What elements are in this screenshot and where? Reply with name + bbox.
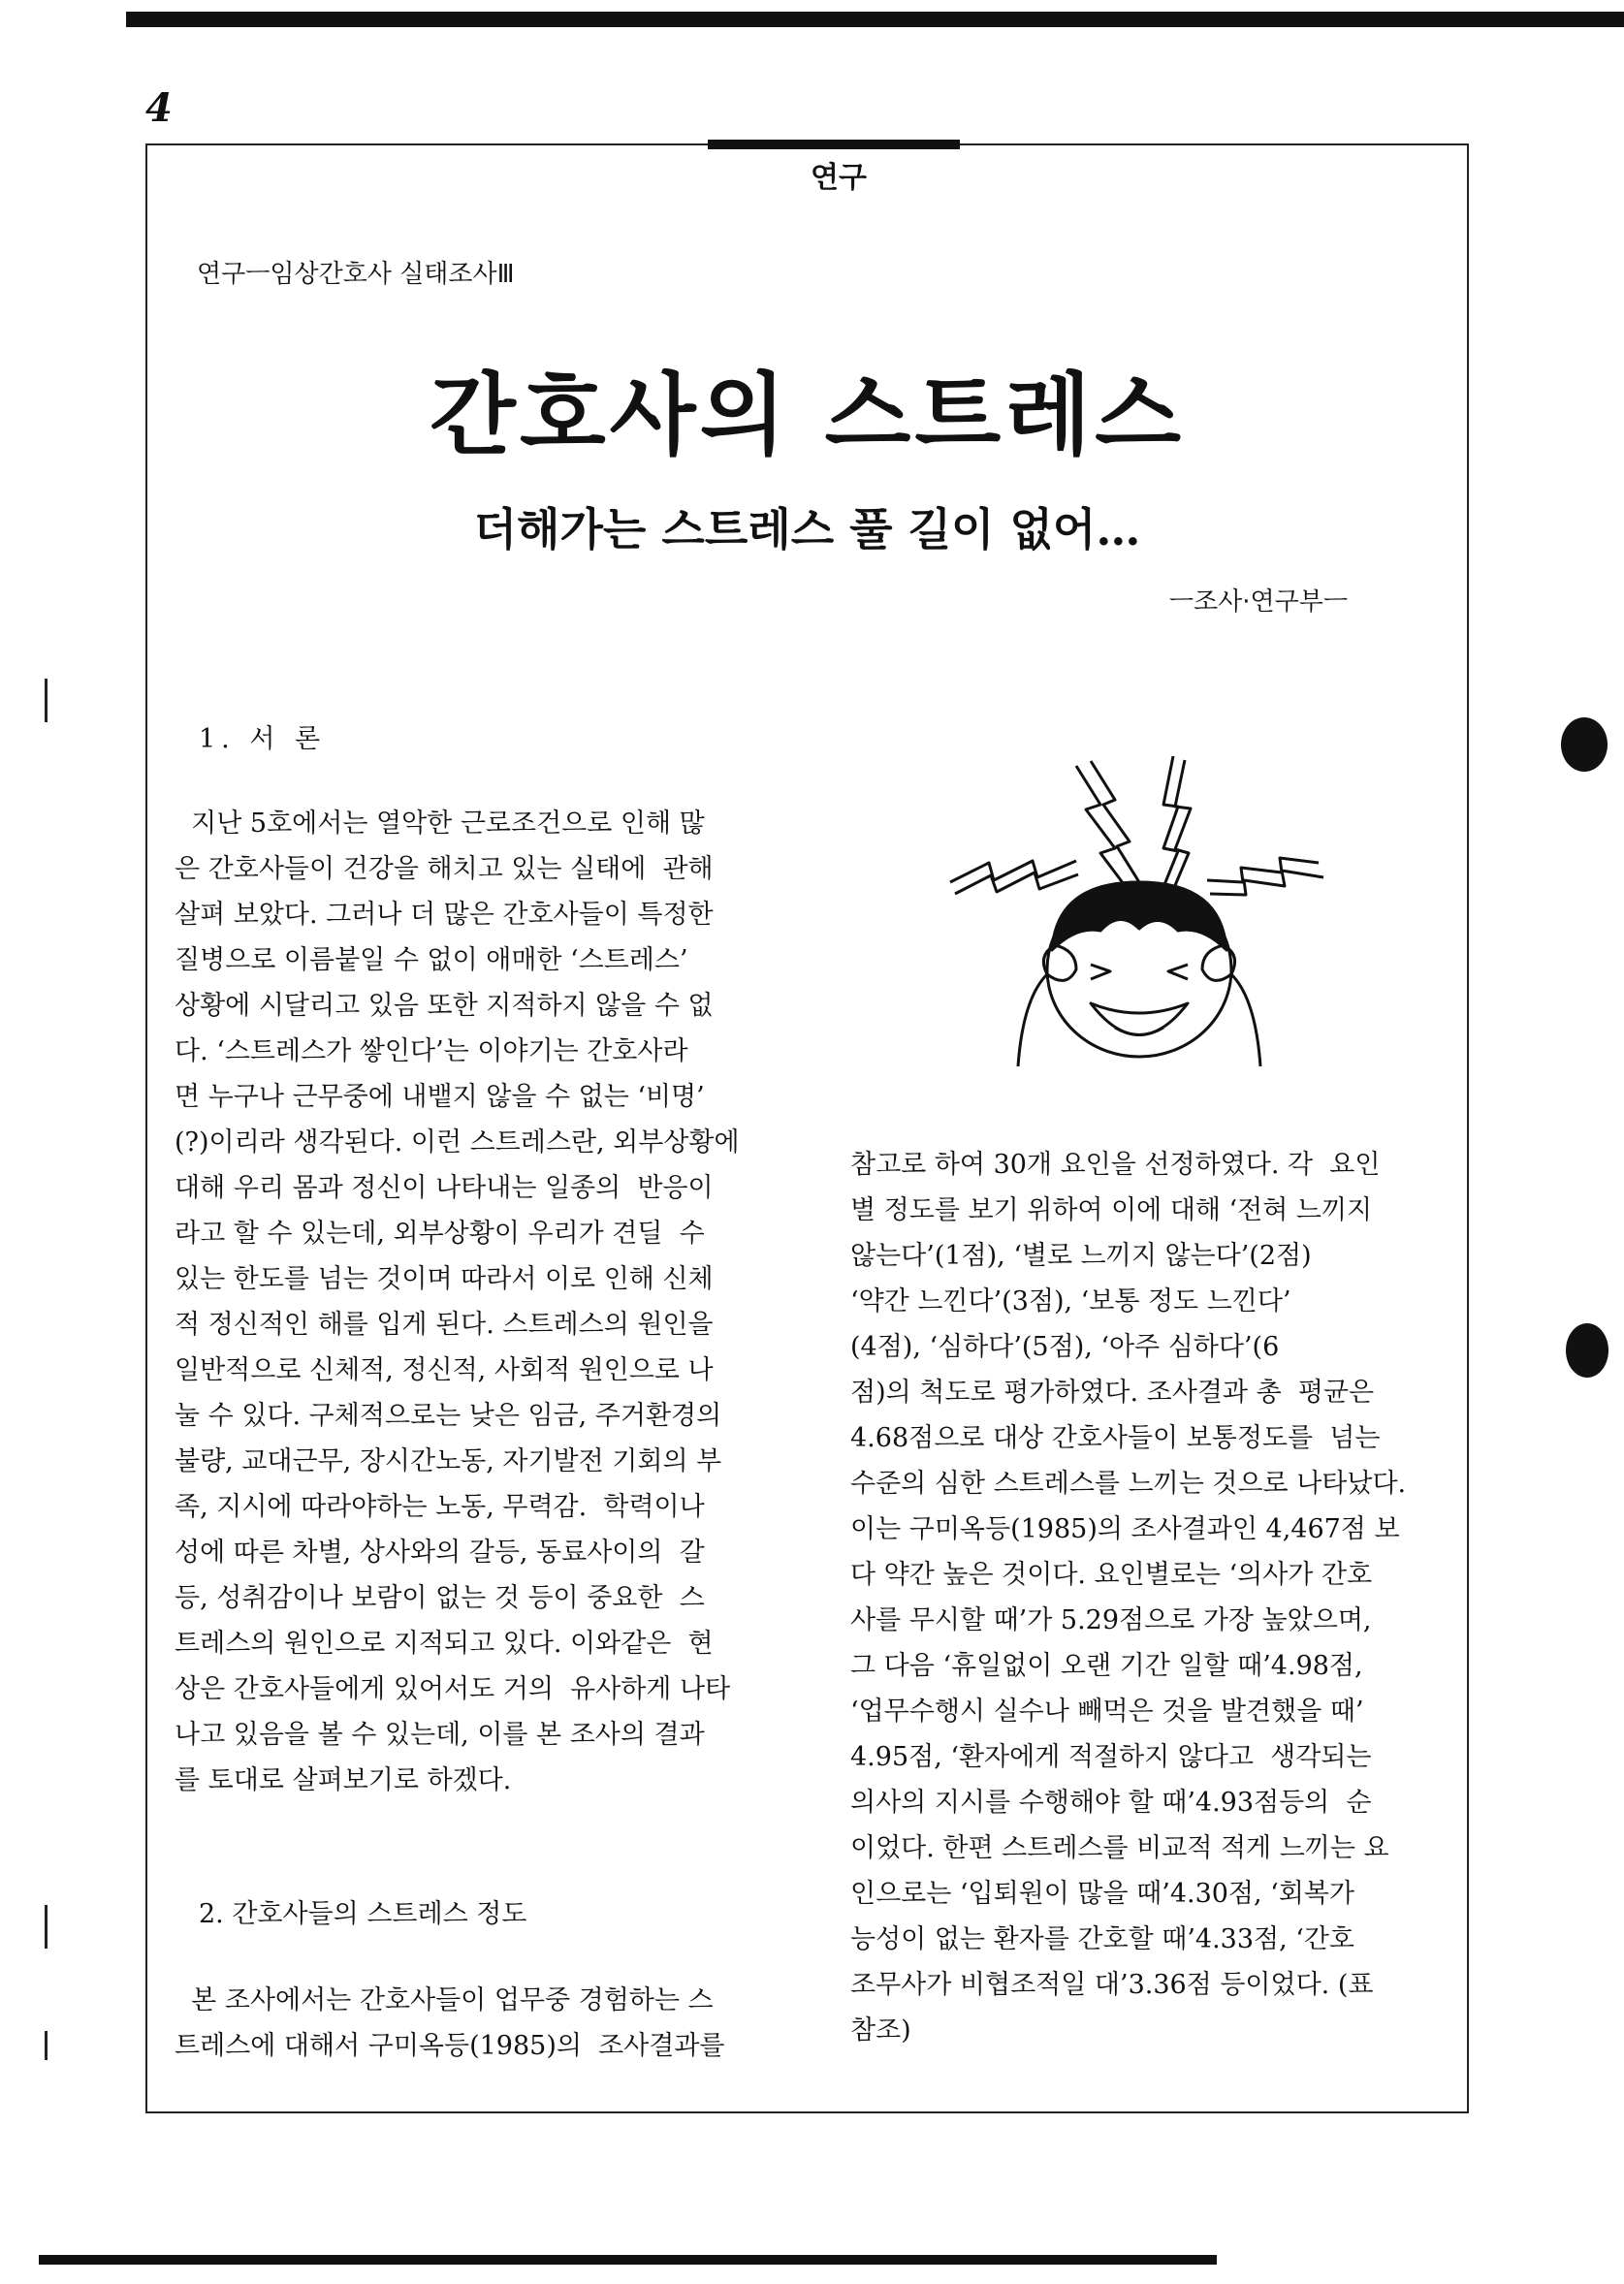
text-line: 인으로는 ‘입퇴원이 많을 때’4.30점, ‘회복가: [850, 1879, 1355, 1909]
page-number: 4: [145, 85, 173, 131]
text-line: 4.95점, ‘환자에게 적절하지 않다고 생각되는: [850, 1742, 1372, 1772]
text-line: 눌 수 있다. 구체적으로는 낮은 임금, 주거환경의: [175, 1401, 722, 1431]
text-line: 성에 따른 차별, 상사와의 갈등, 동료사이의 갈: [175, 1538, 705, 1568]
text-line: 은 간호사들이 건강을 해치고 있는 실태에 관해: [175, 854, 714, 884]
text-line: 불량, 교대근무, 장시간노동, 자기발전 기회의 부: [175, 1446, 722, 1476]
text-line: 참고로 하여 30개 요인을 선정하였다. 각 요인: [850, 1150, 1381, 1180]
scan-bottom-bar: [39, 2255, 1217, 2265]
section-label: 연구: [811, 161, 867, 195]
text-line: 라고 할 수 있는데, 외부상황이 우리가 견딜 수: [175, 1219, 705, 1249]
text-line: 적 정신적인 해를 입게 된다. 스트레스의 원인을: [175, 1310, 714, 1340]
text-line: 트레스의 원인으로 지적되고 있다. 이와같은 현: [175, 1629, 714, 1659]
text-line: 면 누구나 근무중에 내뱉지 않을 수 없는 ‘비명’: [175, 1082, 705, 1112]
text-line: 를 토대로 살펴보기로 하겠다.: [175, 1765, 512, 1795]
text-line: 다 약간 높은 것이다. 요인별로는 ‘의사가 간호: [850, 1560, 1373, 1590]
text-line: 본 조사에서는 간호사들이 업무중 경험하는 스: [175, 1985, 714, 2015]
margin-tick: [45, 679, 48, 722]
text-line: 상황에 시달리고 있음 또한 지적하지 않을 수 없: [175, 991, 714, 1021]
text-line: 상은 간호사들에게 있어서도 거의 유사하게 나타: [175, 1674, 731, 1704]
punch-hole: [1561, 717, 1608, 772]
text-line: 나고 있음을 볼 수 있는데, 이를 본 조사의 결과: [175, 1720, 705, 1750]
text-line: 의사의 지시를 수행해야 할 때’4.93점등의 순: [850, 1788, 1372, 1818]
series-line: 연구ㅡ임상간호사 실태조사Ⅲ: [197, 260, 515, 289]
section-heading-introduction: 1. 서 론: [199, 724, 327, 754]
text-line: 족, 지시에 따라야하는 노동, 무력감. 학력이나: [175, 1492, 705, 1522]
text-line: 이는 구미옥등(1985)의 조사결과인 4,467점 보: [850, 1514, 1400, 1544]
scan-top-bar: [126, 12, 1624, 27]
text-line: 살펴 보았다. 그러나 더 많은 간호사들이 특정한: [175, 900, 714, 930]
body-text-stress-left: [175, 1978, 805, 2069]
text-line: 트레스에 대해서 구미옥등(1985)의 조사결과를: [175, 2031, 725, 2061]
text-line: 질병으로 이름붙일 수 없이 애매한 ‘스트레스’: [175, 945, 688, 975]
stressed-person-illustration: [931, 746, 1338, 1095]
text-line: 않는다’(1점), ‘별로 느끼지 않는다’(2점): [850, 1241, 1312, 1271]
text-line: 그 다음 ‘휴일없이 오랜 기간 일할 때’4.98점,: [850, 1651, 1363, 1681]
text-line: 지난 5호에서는 열악한 근로조건으로 인해 많: [175, 809, 705, 839]
text-line: 다. ‘스트레스가 쌓인다’는 이야기는 간호사라: [175, 1036, 688, 1066]
margin-tick: [45, 1905, 48, 1949]
text-line: 점)의 척도로 평가하였다. 조사결과 총 평균은: [850, 1378, 1375, 1408]
article-subtitle: 더해가는 스트레스 풀 길이 없어…: [473, 503, 1141, 555]
text-line: 능성이 없는 환자를 간호할 때’4.33점, ‘간호: [850, 1924, 1355, 1954]
section-heading-stress-level: 2. 간호사들의 스트레스 정도: [199, 1899, 527, 1929]
text-line: 4.68점으로 대상 간호사들이 보통정도를 넘는: [850, 1423, 1381, 1453]
text-line: ‘업무수행시 실수나 빼먹은 것을 발견했을 때’: [850, 1697, 1364, 1727]
text-line: 등, 성취감이나 보람이 없는 것 등이 중요한 스: [175, 1583, 705, 1613]
section-bar: [708, 140, 960, 149]
article-title: 간호사의 스트레스: [429, 364, 1185, 467]
text-line: 사를 무시할 때’가 5.29점으로 가장 높았으며,: [850, 1605, 1372, 1635]
byline: ㅡ조사·연구부ㅡ: [1168, 587, 1348, 617]
body-text-introduction: [175, 801, 805, 1803]
margin-tick: [45, 2031, 48, 2060]
text-line: 대해 우리 몸과 정신이 나타내는 일종의 반응이: [175, 1173, 714, 1203]
text-line: 이었다. 한편 스트레스를 비교적 적게 느끼는 요: [850, 1833, 1389, 1863]
text-line: 일반적으로 신체적, 정신적, 사회적 원인으로 나: [175, 1355, 714, 1385]
punch-hole: [1566, 1323, 1608, 1378]
text-line: 수준의 심한 스트레스를 느끼는 것으로 나타났다.: [850, 1469, 1407, 1499]
text-line: 조무사가 비협조적일 대’3.36점 등이었다. (표: [850, 1970, 1374, 2000]
body-text-stress-right: [850, 1142, 1500, 2053]
text-line: 있는 한도를 넘는 것이며 따라서 이로 인해 신체: [175, 1264, 714, 1294]
text-line: (?)이리라 생각된다. 이런 스트레스란, 외부상황에: [175, 1127, 740, 1158]
text-line: (4점), ‘심하다’(5점), ‘아주 심하다’(6: [850, 1332, 1280, 1362]
text-line: 별 정도를 보기 위하여 이에 대해 ‘전혀 느끼지: [850, 1195, 1373, 1225]
text-line: 참조): [850, 2015, 911, 2046]
text-line: ‘약간 느낀다’(3점), ‘보통 정도 느낀다’: [850, 1286, 1291, 1316]
